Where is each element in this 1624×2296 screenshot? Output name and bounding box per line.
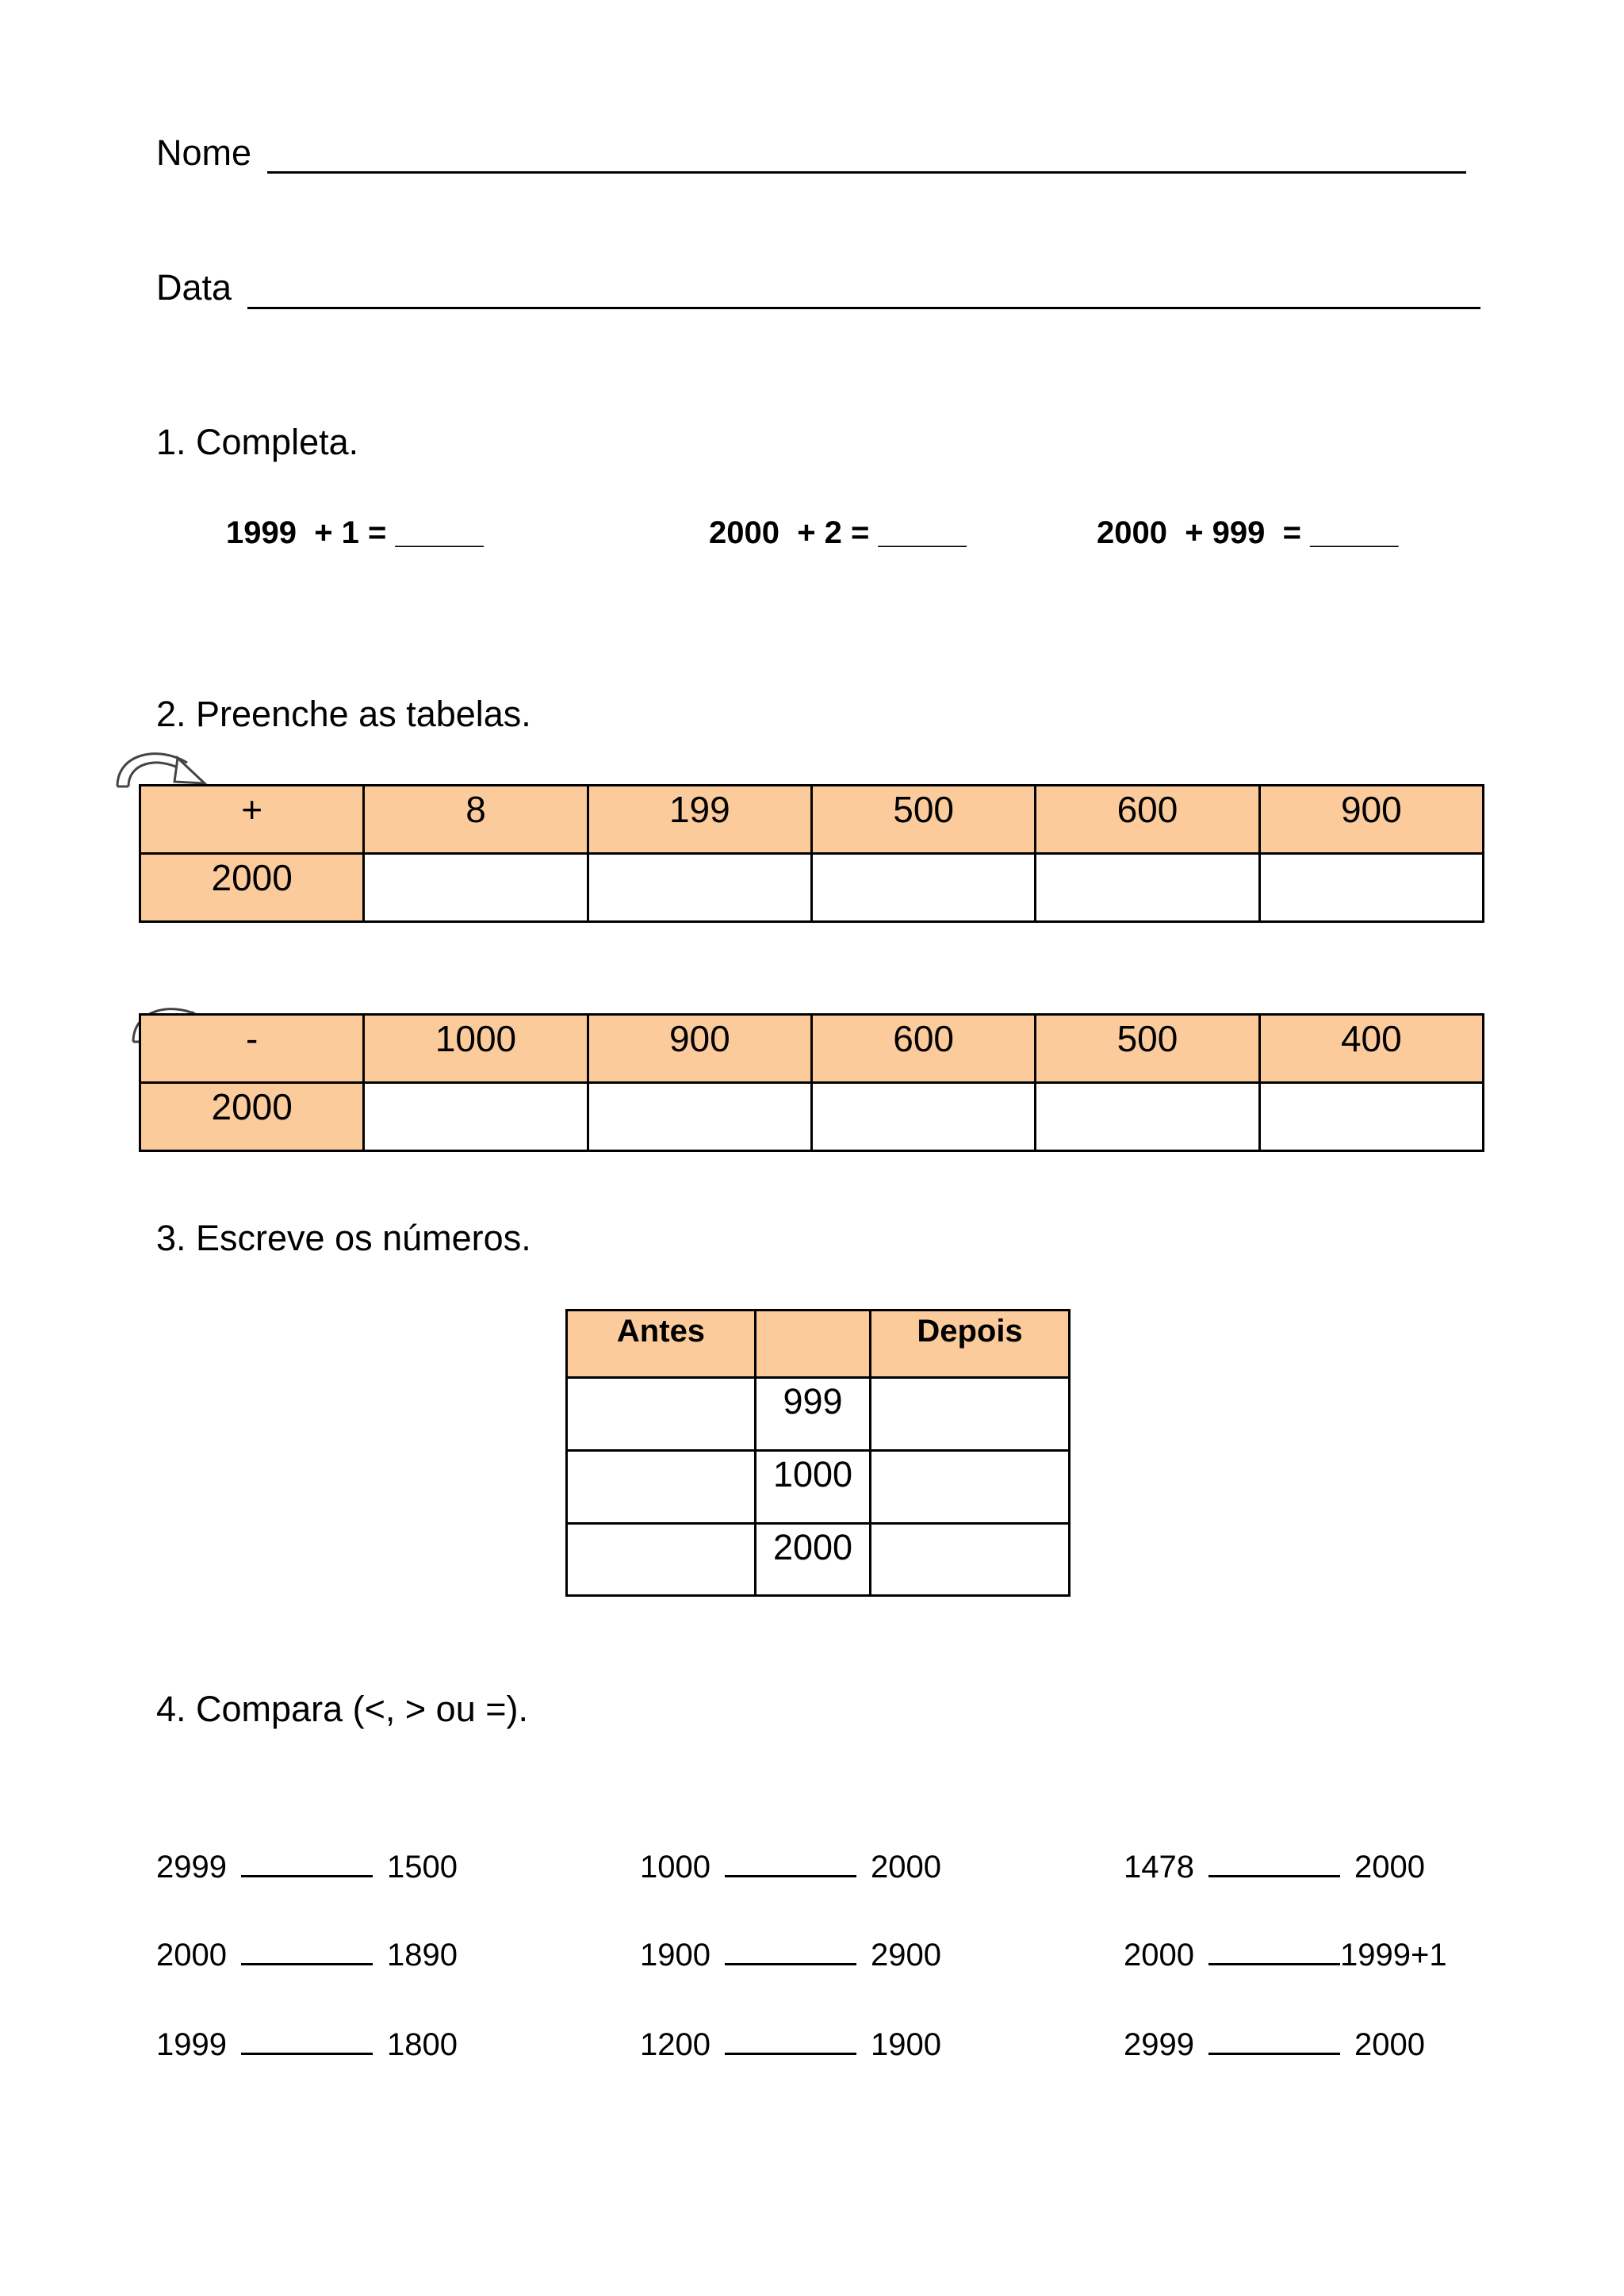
middle-value: 1000 — [756, 1451, 871, 1524]
answer-blank[interactable] — [1208, 1875, 1340, 1877]
subtraction-table — [139, 1013, 1484, 1152]
depois-header: Depois — [871, 1311, 1070, 1378]
left-number: 1000 — [640, 1850, 710, 1885]
middle-value: 999 — [756, 1378, 871, 1451]
column-header: 600 — [811, 1015, 1035, 1083]
column-header: 600 — [1036, 786, 1259, 854]
depois-cell[interactable] — [871, 1451, 1070, 1524]
right-number: 2000 — [1354, 1850, 1425, 1885]
equation-1[interactable]: 1999 + 1 = _____ — [226, 515, 484, 550]
comparison-item[interactable] — [640, 1850, 941, 1885]
equation-3[interactable]: 2000 + 999 = _____ — [1097, 515, 1399, 550]
answer-cell[interactable] — [811, 1083, 1035, 1151]
answer-blank[interactable] — [1208, 2053, 1340, 2055]
antes-header: Antes — [567, 1311, 756, 1378]
operator-cell: + — [140, 786, 364, 854]
answer-blank[interactable] — [725, 2053, 856, 2055]
name-label: Nome — [156, 132, 252, 173]
left-number: 1478 — [1124, 1850, 1194, 1885]
comparison-item[interactable] — [640, 2027, 941, 2063]
right-number: 2000 — [870, 1850, 941, 1885]
exercise-3-heading: 3. Escreve os números. — [156, 1218, 531, 1258]
comparison-item[interactable] — [156, 1938, 458, 1973]
addition-table — [139, 784, 1484, 923]
answer-cell[interactable] — [1036, 854, 1259, 922]
depois-cell[interactable] — [871, 1524, 1070, 1596]
answer-blank[interactable] — [1208, 1963, 1340, 1965]
antes-cell[interactable] — [567, 1451, 756, 1524]
comparison-item[interactable] — [156, 2027, 458, 2063]
operator-cell: - — [140, 1015, 364, 1083]
left-number: 2000 — [1124, 1938, 1194, 1973]
answer-cell[interactable] — [811, 854, 1035, 922]
comparison-item[interactable] — [1124, 1938, 1447, 1973]
column-header: 400 — [1259, 1015, 1483, 1083]
answer-cell[interactable] — [1259, 1083, 1483, 1151]
date-label: Data — [156, 267, 232, 308]
answer-cell[interactable] — [1036, 1083, 1259, 1151]
comparison-item[interactable] — [156, 1850, 458, 1885]
comparison-item[interactable] — [1124, 1850, 1425, 1885]
left-number: 1200 — [640, 2027, 710, 2062]
depois-cell[interactable] — [871, 1378, 1070, 1451]
antes-cell[interactable] — [567, 1524, 756, 1596]
left-number: 2999 — [156, 1850, 227, 1885]
right-number: 1800 — [386, 2027, 458, 2062]
right-number: 1890 — [386, 1938, 458, 1973]
name-field[interactable] — [267, 171, 1466, 174]
answer-cell[interactable] — [364, 1083, 588, 1151]
column-header: 500 — [811, 786, 1035, 854]
middle-header — [756, 1311, 871, 1378]
right-number: 2000 — [1354, 2027, 1425, 2062]
before-after-table — [565, 1309, 1071, 1597]
comparison-item[interactable] — [1124, 2027, 1425, 2063]
answer-cell[interactable] — [588, 1083, 811, 1151]
right-number: 1500 — [386, 1850, 458, 1885]
answer-blank[interactable] — [241, 2053, 373, 2055]
date-field[interactable] — [247, 307, 1480, 309]
answer-blank[interactable] — [725, 1963, 856, 1965]
column-header: 900 — [588, 1015, 811, 1083]
column-header: 199 — [588, 786, 811, 854]
row-label: 2000 — [140, 854, 364, 922]
exercise-2-heading: 2. Preenche as tabelas. — [156, 694, 531, 734]
antes-cell[interactable] — [567, 1378, 756, 1451]
right-number: 1900 — [870, 2027, 941, 2062]
column-header: 900 — [1259, 786, 1483, 854]
answer-cell[interactable] — [1259, 854, 1483, 922]
answer-cell[interactable] — [364, 854, 588, 922]
left-number: 2999 — [1124, 2027, 1194, 2062]
right-number: 1999+1 — [1339, 1938, 1447, 1973]
exercise-4-heading: 4. Compara (<, > ou =). — [156, 1689, 528, 1729]
answer-blank[interactable] — [725, 1875, 856, 1877]
comparison-item[interactable] — [640, 1938, 941, 1973]
left-number: 2000 — [156, 1938, 227, 1973]
row-label: 2000 — [140, 1083, 364, 1151]
left-number: 1900 — [640, 1938, 710, 1973]
middle-value: 2000 — [756, 1524, 871, 1596]
left-number: 1999 — [156, 2027, 227, 2062]
equation-2[interactable]: 2000 + 2 = _____ — [709, 515, 967, 550]
column-header: 500 — [1036, 1015, 1259, 1083]
column-header: 1000 — [364, 1015, 588, 1083]
column-header: 8 — [364, 786, 588, 854]
right-number: 2900 — [870, 1938, 941, 1973]
exercise-1-heading: 1. Completa. — [156, 422, 359, 462]
answer-blank[interactable] — [241, 1875, 373, 1877]
answer-cell[interactable] — [588, 854, 811, 922]
answer-blank[interactable] — [241, 1963, 373, 1965]
